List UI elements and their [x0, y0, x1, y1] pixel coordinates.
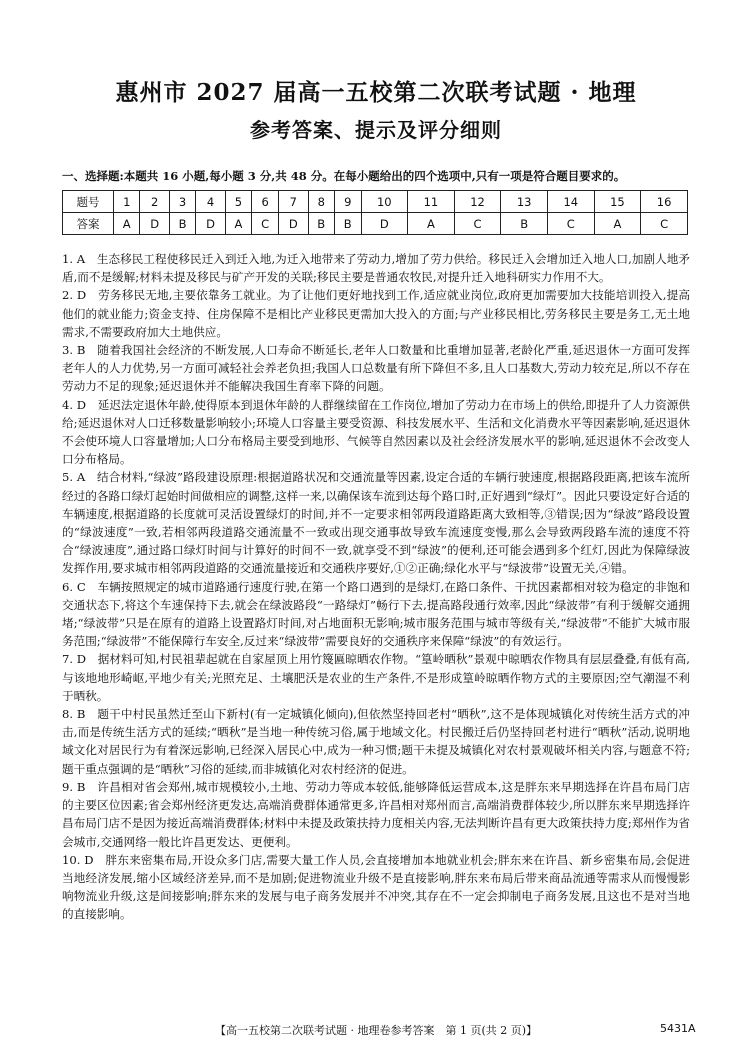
page-title: 惠州市 2027 届高一五校第二次联考试题 · 地理 — [115, 79, 637, 106]
explanation-item-10: 10. D 胖东来密集布局,开设众多门店,需要大量工作人员,会直接增加本地就业机会;胖东来在许昌、新乡密集布局,会促进当地经济发展,缩小区域经济差异,而不是加剧;促进物流业升级不是直接影响,胖东来布局后带来商品流通等需求从而慢慢影响物流业升级,这是间接影响;胖东来的发展与电子商务发展并不冲突,其存在不一定会抑制电子商务发展,且这也不是对当地的直接影响。 — [62, 852, 690, 922]
answer-cell: A — [408, 213, 455, 235]
answer-cell: D — [361, 213, 408, 235]
answer-cell: D — [140, 213, 169, 235]
answer-table — [62, 190, 688, 235]
question-number: 16 — [641, 191, 688, 213]
answer-cell: C — [454, 213, 501, 235]
answer-cell: A — [225, 213, 251, 235]
answer-table-answer-row — [63, 213, 688, 235]
row-label-number: 题号 — [63, 191, 114, 213]
question-number: 12 — [454, 191, 501, 213]
answer-cell: C — [548, 213, 595, 235]
answer-cell: C — [641, 213, 688, 235]
answer-cell: C — [252, 213, 279, 235]
answer-cell: A — [114, 213, 140, 235]
section-instruction: 一、选择题:本题共 16 小题,每小题 3 分,共 48 分。在每小题给出的四个选项中,只有一项是符合题目要求的。 — [62, 169, 626, 183]
answer-cell: B — [335, 213, 362, 235]
page-subtitle: 参考答案、提示及评分细则 — [250, 118, 502, 142]
question-number: 14 — [548, 191, 595, 213]
explanation-item-2: 2. D 劳务移民无地,主要依靠务工就业。为了让他们更好地找到工作,适应就业岗位,政府更加需要加大技能培训投入,提高他们的就业能力;资金支持、住房保障不是相比产业移民更需加大投入的方面;与产业移民相比,劳务移民主要是务工,无土地需求,不需要政府加大土地供应。 — [62, 288, 690, 339]
question-number: 3 — [169, 191, 196, 213]
question-number: 6 — [252, 191, 279, 213]
explanation-list — [62, 250, 690, 924]
answer-cell: A — [594, 213, 641, 235]
explanation-item-7: 7. D 据材料可知,村民祖辈起就在自家屋顶上用竹篾匾晾晒农作物。“篁岭晒秋”景观中晾晒农作物具有层层叠叠,有低有高,与该地地形崎岖,平地少有关;光照充足、土壤肥沃是农业的生产条件,不是形成篁岭晾晒作物方式的主要原因;空气潮湿不利于晒秋。 — [62, 652, 690, 703]
question-number: 4 — [196, 191, 225, 213]
answer-cell: D — [196, 213, 225, 235]
explanation-item-6: 6. C 车辆按照规定的城市道路通行速度行驶,在第一个路口遇到的是绿灯,在路口条件、干扰因素都相对较为稳定的非饱和交通状态下,将这个车速保持下去,就会在绿波路段“一路绿灯”畅行下去,提高路段通行效率,因此“绿波带”有利于缓解交通拥堵;“绿波带”只是在原有的道路上设置路灯时间,对占地面积无影响;城市服务范围与城市等级有关,“绿波带”不能扩大城市服务范围;“绿波带”不能保障行车安全,反过来“绿波带”需要良好的交通秩序来保障“绿波”的有效运行。 — [62, 579, 690, 649]
answer-cell: B — [308, 213, 335, 235]
explanation-item-8: 8. B 题干中村民虽然迁至山下新村(有一定城镇化倾向),但依然坚持回老村“晒秋”,这不是体现城镇化对传统生活方式的冲击,而是传统生活方式的延续;“晒秋”是当地一种传统习俗,属于地域文化。村民搬迁后仍坚持回老村进行“晒秋”活动,说明地域文化对居民行为有着深远影响,已经深入居民心中,成为一种习惯;题干未提及城镇化对农村景观破坏相关内容,与题意不符;题干重点强调的是“晒秋”习俗的延续,而非城镇化对农村经济的促进。 — [62, 707, 690, 776]
row-label-answer: 答案 — [63, 213, 114, 235]
explanation-item-1: 1. A 生态移民工程使移民迁入到迁入地,为迁入地带来了劳动力,增加了劳力供给。移民迁入会增加迁入地人口,加剧人地矛盾,而不是缓解;材料未提及移民与矿产开发的关联;移民主要是普通农牧民,对提升迁入地科研实力作用不大。 — [62, 252, 690, 285]
question-number: 5 — [225, 191, 251, 213]
page-footer: 【高一五校第二次联考试题 · 地理卷参考答案 第 1 页(共 2 页)】 — [214, 1024, 538, 1037]
question-number: 15 — [594, 191, 641, 213]
answer-cell: B — [169, 213, 196, 235]
question-number: 7 — [279, 191, 308, 213]
question-number: 11 — [408, 191, 455, 213]
question-number: 1 — [114, 191, 140, 213]
explanation-item-9: 9. B 许昌相对省会郑州,城市规模较小,土地、劳动力等成本较低,能够降低运营成本,这是胖东来早期选择在许昌布局门店的主要区位因素;省会郑州经济更发达,高端消费群体通常更多,许昌相对郑州而言,高端消费群体较少,所以胖东来早期选择许昌布局门店不是因为接近高端消费群体;材料中未提及政策扶持力度相关内容,无法判断许昌有更大政策扶持力度;郑州作为省会城市,交通网络一般比许昌更发达、更便利。 — [62, 779, 690, 849]
answer-cell: D — [279, 213, 308, 235]
question-number: 13 — [501, 191, 548, 213]
explanation-item-3: 3. B 随着我国社会经济的不断发展,人口寿命不断延长,老年人口数量和比重增加显著,老龄化严重,延迟退休一方面可发挥老年人的人力优势,另一方面可减轻社会养老负担;我国人口总数量有所下降但不多,且人口基数大,劳动力较充足,所以不存在劳动力不足的现象;延迟退休并不能解决我国生育率下降的问题。 — [62, 343, 690, 394]
explanation-item-5: 5. A 结合材料,“绿波”路段建设原理:根据道路状况和交通流量等因素,设定合适的车辆行驶速度,根据路段距离,把该车流所经过的各路口绿灯起始时间做相应的调整,这样一来,以确保该车流到达每个路口时,正好遇到“绿灯”。因此只要设定好合适的车辆速度,根据道路的长度就可灵活设置绿灯的时间,并不一定要求相邻两段道路距离大致相等,③错误;因为“绿波”路段设置的“绿波速度”一致,若相邻两段道路交通流量不一致或出现交通事故导致车流速度变慢,那么会导致两段路车流的速度不符合“绿波速度”,通过路口绿灯时间与计算好的时间不一致,就享受不到“绿波”的便利,还可能会遇到多个红灯,因此为保障绿波发挥作用,要求城市相邻两段道路的交通流量接近和交通秩序要好,①②正确;绿化水平与“绿波带”设置无关,④错。 — [62, 470, 690, 576]
question-number: 10 — [361, 191, 408, 213]
question-number: 9 — [335, 191, 362, 213]
answer-cell: B — [501, 213, 548, 235]
question-number: 2 — [140, 191, 169, 213]
answer-table-number-row — [63, 191, 688, 213]
explanation-item-4: 4. D 延迟法定退休年龄,使得原本到退休年龄的人群继续留在工作岗位,增加了劳动力在市场上的供给,即提升了人力资源供给;延迟退休对人口迁移数量影响较小;环境人口容量主要受资源、科技发展水平、生活和文化消费水平等因素影响,延迟退休不会使环境人口容量增加;人口分布格局主要受到地形、气候等自然因素以及社会经济发展水平的影响,延迟退休不会改变人口分布格局。 — [62, 397, 690, 467]
document-code: 5431A — [660, 1022, 696, 1035]
question-number: 8 — [308, 191, 335, 213]
